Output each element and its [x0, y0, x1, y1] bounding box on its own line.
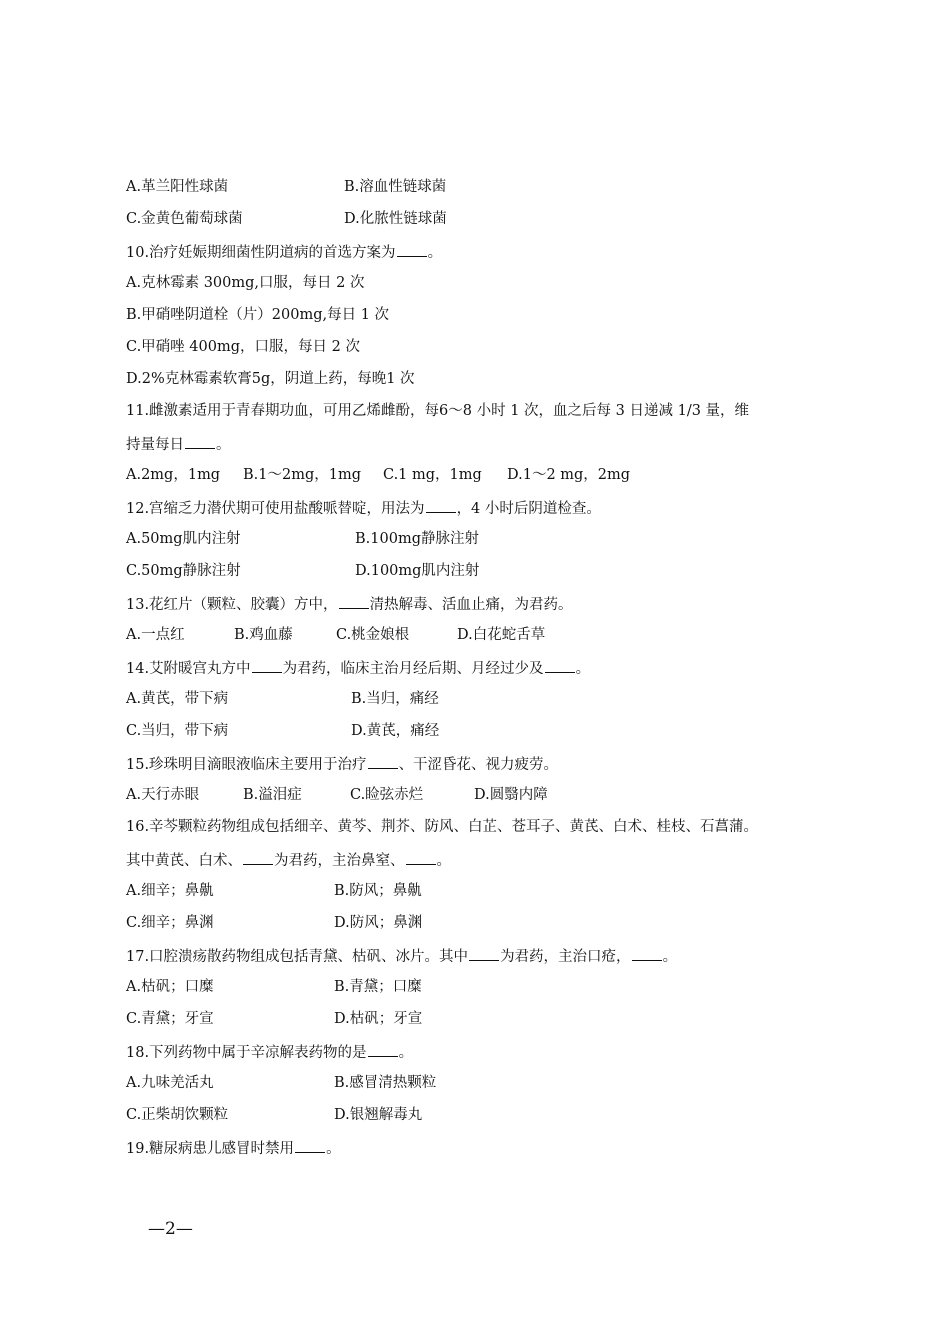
question-line	[126, 945, 677, 967]
fill-in-blank	[397, 241, 427, 257]
answer-option: D.黄芪，痛经	[351, 723, 440, 739]
line-text: 。	[575, 661, 591, 677]
line-text: 为君药，临床主治月经后期、月经过少及	[282, 661, 544, 677]
question-line	[126, 369, 415, 389]
answer-option: B.100mg静脉注射	[355, 531, 479, 547]
line-text: 。	[436, 853, 451, 869]
question-line	[126, 849, 451, 871]
line-text: 。	[398, 1045, 414, 1061]
answer-option: C.当归，带下病	[126, 723, 229, 739]
fill-in-blank	[368, 1041, 398, 1057]
question-line	[126, 273, 364, 293]
line-text: 、干涩昏花、视力疲劳。	[398, 757, 559, 773]
answer-option: B.防风；鼻鼽	[334, 883, 422, 899]
line-text: 。	[326, 1141, 341, 1157]
answer-option: C.细辛；鼻渊	[126, 915, 214, 931]
line-text: 13.花红片（颗粒、胶囊）方中，	[126, 597, 338, 613]
answer-option: D.圆翳内障	[474, 787, 548, 803]
line-text: 10.治疗妊娠期细菌性阴道病的首选方案为	[126, 245, 396, 261]
fill-in-blank	[545, 657, 575, 673]
fill-in-blank	[185, 433, 215, 449]
page-number: —2—	[148, 1219, 193, 1239]
fill-in-blank	[426, 497, 456, 513]
answer-option: A.细辛；鼻鼽	[126, 883, 214, 899]
line-text: 15.珍珠明目滴眼液临床主要用于治疗	[126, 757, 367, 773]
line-text: C.甲硝唑 400mg，口服，每日 2 次	[126, 339, 360, 355]
line-text: 。	[662, 949, 678, 965]
answer-option: C.50mg静脉注射	[126, 563, 241, 579]
answer-option: B.溶血性链球菌	[344, 179, 447, 195]
line-text: 11.雌激素适用于青春期功血，可用乙烯雌酚，每6～8 小时 1 次，血之后每 3 日递减 1/3 量，维	[126, 403, 750, 419]
fill-in-blank	[632, 945, 662, 961]
fill-in-blank	[406, 849, 436, 865]
answer-option: A.2mg，1mg	[126, 467, 221, 483]
answer-option: B.感冒清热颗粒	[334, 1075, 437, 1091]
fill-in-blank	[252, 657, 282, 673]
answer-option: A.九味羌活丸	[126, 1075, 214, 1091]
line-text: 18.下列药物中属于辛凉解表药物的是	[126, 1045, 367, 1061]
question-line	[126, 433, 231, 455]
answer-option: C.青黛；牙宣	[126, 1011, 214, 1027]
question-line	[126, 305, 389, 325]
question-line	[126, 1137, 341, 1159]
line-text: 清热解毒、活血止痛，为君药。	[369, 597, 573, 613]
answer-option: D.白花蛇舌草	[457, 627, 546, 643]
answer-option: D.100mg肌内注射	[355, 563, 480, 579]
question-line	[126, 401, 749, 421]
answer-option: C.金黄色葡萄球菌	[126, 211, 243, 227]
question-line	[126, 593, 573, 615]
answer-option: A.50mg肌内注射	[126, 531, 241, 547]
answer-option: D.化脓性链球菌	[344, 211, 447, 227]
fill-in-blank	[339, 593, 369, 609]
answer-option: A.革兰阳性球菌	[126, 179, 229, 195]
fill-in-blank	[295, 1137, 325, 1153]
question-line	[126, 497, 601, 519]
answer-option: D.防风；鼻渊	[334, 915, 423, 931]
fill-in-blank	[243, 849, 273, 865]
line-text: D.2%克林霉素软膏5g，阴道上药，每晚1 次	[126, 371, 415, 387]
question-line	[126, 337, 360, 357]
answer-option: A.一点红	[126, 627, 185, 643]
line-text: 其中黄芪、白术、	[126, 853, 242, 869]
question-line	[126, 753, 558, 775]
line-text: 。	[427, 245, 443, 261]
answer-option: B.鸡血藤	[234, 627, 293, 643]
line-text: 持量每日	[126, 437, 184, 453]
fill-in-blank	[469, 945, 499, 961]
answer-option: C.睑弦赤烂	[350, 787, 424, 803]
line-text: 为君药，主治口疮，	[500, 949, 631, 965]
question-line	[126, 1041, 413, 1063]
answer-option: D.枯矾；牙宣	[334, 1011, 423, 1027]
question-line	[126, 657, 590, 679]
line-text: B.甲硝唑阴道栓（片）200mg,每日 1 次	[126, 307, 390, 323]
answer-option: D.银翘解毒丸	[334, 1107, 423, 1123]
answer-option: A.枯矾；口糜	[126, 979, 214, 995]
line-text: 16.辛芩颗粒药物组成包括细辛、黄芩、荆芥、防风、白芷、苍耳子、黄芪、白术、桂枝、石菖蒲。	[126, 819, 759, 835]
answer-option: A.黄芪，带下病	[126, 691, 229, 707]
line-text: 为君药，主治鼻窒、	[274, 853, 405, 869]
line-text: 。	[216, 437, 231, 453]
answer-option: B.青黛；口糜	[334, 979, 422, 995]
answer-option: A.天行赤眼	[126, 787, 200, 803]
answer-option: C.桃金娘根	[336, 627, 410, 643]
answer-option: D.1～2 mg，2mg	[507, 467, 631, 483]
line-text: 14.艾附暖宫丸方中	[126, 661, 251, 677]
line-text: 19.糖尿病患儿感冒时禁用	[126, 1141, 295, 1157]
answer-option: C.1 mg，1mg	[383, 467, 482, 483]
answer-option: C.正柴胡饮颗粒	[126, 1107, 229, 1123]
line-text: 12.宫缩乏力潜伏期可使用盐酸哌替啶，用法为	[126, 501, 425, 517]
fill-in-blank	[368, 753, 398, 769]
answer-option: B.1～2mg，1mg	[243, 467, 362, 483]
question-line	[126, 817, 758, 837]
question-line	[126, 241, 442, 263]
line-text: A.克林霉素 300mg,口服，每日 2 次	[126, 275, 365, 291]
line-text: 17.口腔溃疡散药物组成包括青黛、枯矾、冰片。其中	[126, 949, 469, 965]
answer-option: B.当归，痛经	[351, 691, 439, 707]
line-text: ，4 小时后阴道检查。	[456, 501, 601, 517]
answer-option: B.溢泪症	[243, 787, 302, 803]
